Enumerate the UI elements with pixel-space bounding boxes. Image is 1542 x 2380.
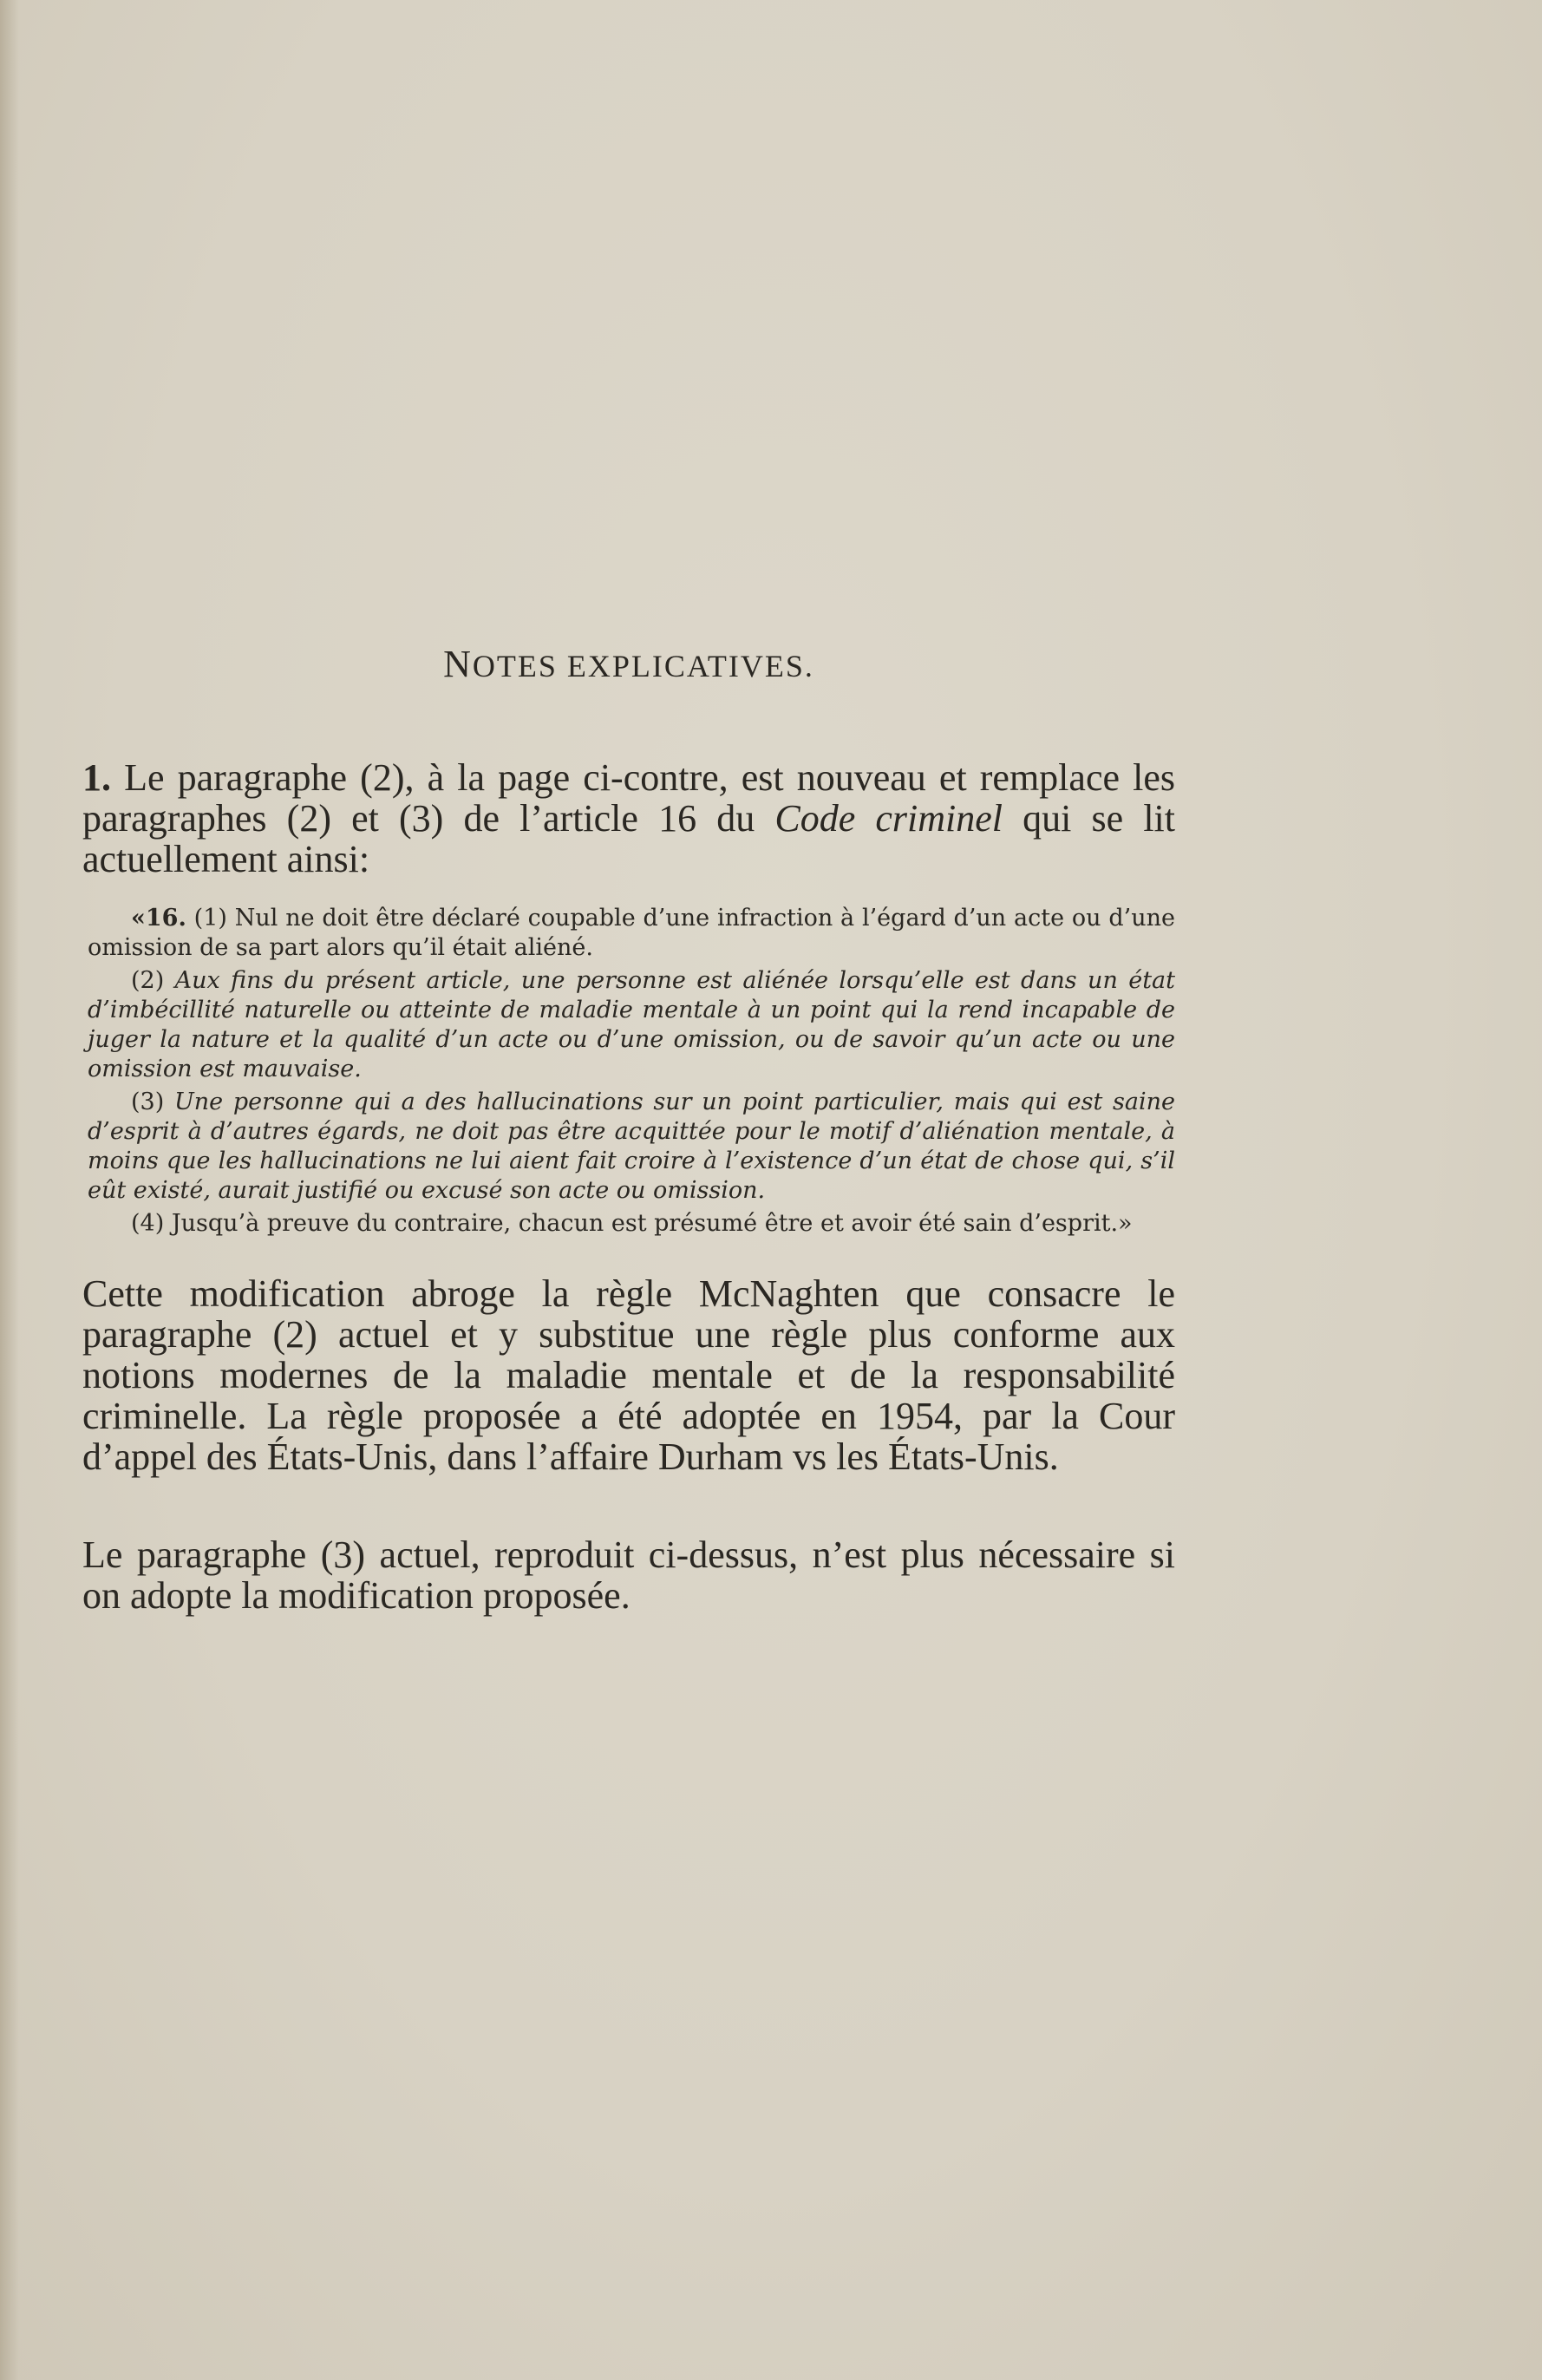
subsection-2-text: Aux fins du présent article, une personne est aliénée lorsqu’elle est dans un état d’imbécillité naturelle ou atteinte de maladie mentale à un point qui la rend incapable de juger la nature et la qualité d’un acte ou d’une omission, ou de savoir qu’un acte ou une omission est mauvaise.	[88, 967, 1175, 1082]
explanation-paragraph: Cette modification abroge la règle McNaghten que consacre le paragraphe (2) actuel et y substitue une règle plus conforme aux notions modernes de la maladie mentale et de la responsabilité criminelle. La règle proposée a été adoptée en 1954, par la Cour d’appel des États-Unis, dans l’affaire Durham vs les États-Unis.	[82, 1272, 1175, 1478]
page-heading	[82, 642, 1175, 686]
note-1-text-before: Le paragraphe (2), à la page ci-contre, est nouveau et remplace les paragraphes (2) et (3) de l’article 16 du	[82, 756, 1175, 840]
heading-initial: N	[443, 643, 473, 685]
article-number: «16.	[131, 905, 186, 932]
subsection-2-number: (2)	[131, 967, 175, 994]
subsection-1-text: (1) Nul ne doit être déclaré coupable d’une infraction à l’égard d’un acte ou d’une omission de sa part alors qu’il était aliéné.	[88, 905, 1175, 961]
note-number: 1.	[82, 756, 111, 799]
heading-rest: OTES EXPLICATIVES.	[472, 649, 814, 683]
note-1-text-after: qui se lit actuellement ainsi:	[82, 797, 1175, 880]
quoted-article-16	[82, 904, 1175, 1239]
article-subsection-2	[88, 966, 1175, 1084]
article-subsection-4: (4) Jusqu’à preuve du contraire, chacun est présumé être et avoir été sain d’esprit.»	[131, 1210, 1133, 1237]
code-title: Code criminel	[774, 797, 1003, 840]
page-content	[82, 642, 1175, 1616]
subsection-3-text: Une personne qui a des hallucinations sur un point particulier, mais qui est saine d’esprit à d’autres égards, ne doit pas être acquittée pour le motif d’aliénation mentale, à moins que les hallucinations ne lui aient fait croire à l’existence d’un état de chose qui, s’il eût existé, aurait justifié ou excusé son acte ou omission.	[88, 1089, 1176, 1204]
note-1-intro	[82, 757, 1175, 879]
closing-paragraph: Le paragraphe (3) actuel, reproduit ci-dessus, n’est plus nécessaire si on adopte la modification proposée.	[82, 1533, 1175, 1617]
article-subsection-1	[88, 904, 1175, 963]
page-edge-shadow	[0, 0, 19, 2380]
article-subsection-3	[88, 1088, 1175, 1206]
subsection-3-number: (3)	[131, 1089, 174, 1115]
